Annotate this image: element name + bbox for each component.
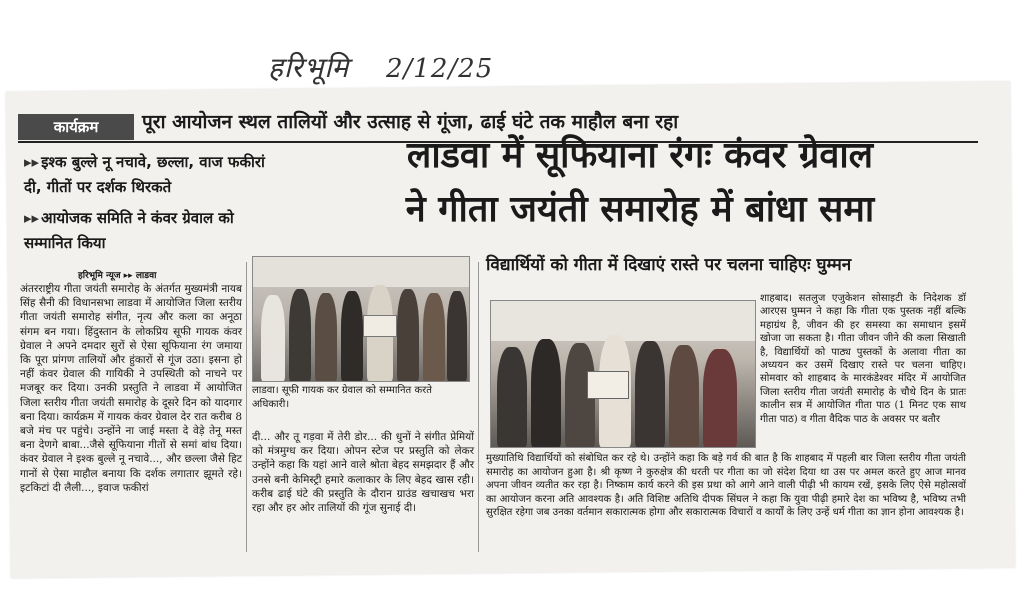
handwritten-date: 2/12/25 xyxy=(386,54,494,84)
second-story-headline: विद्यार्थियों को गीता में दिखाएं रास्ते पर चलना चाहिएः घुम्मन xyxy=(486,255,852,275)
bullet-highlights xyxy=(24,150,270,262)
event-photo-geeta-jayanti xyxy=(490,300,756,448)
headline-line-2: ने गीता जयंती समारोह में बांधा समा xyxy=(405,188,875,230)
column-divider xyxy=(246,262,247,552)
article-column-1: अंतरराष्ट्रीय गीता जयंती समारोह के अंतर्गत मुख्यमंत्री नायब सिंह सैनी की विधानसभा लाडवा में आयोजित जिला स्तरीय गीता जयंती समारोह संगीत, नृत्य और कला का अनूठा संगम बन गया। हिंदुस्तान के लोकप्रिय सूफी गायक कंवर ग्रेवाल ने अपने दमदार सुरों से ऐसा सूफियाना रंग जमाया कि पूरा प्रांगण तालियों और हुंकारों से गूंज उठा। इसना हो नहीं कंवर ग्रेवाल की गायिकी ने उपस्थिती को नाचने पर मजबूर कर दिया। उनकी प्रस्तुति ने लाडवा में आयोजित जिला स्तरीय गीता जयंती समारोह के दूसरे दिन को यादगार बना दिया। कार्यक्रम में गायक कंवर ग्रेवाल देर रात करीब 8 बजे मंच पर पहुंचे। उन्होंने ना जाई मस्ता दे वेड़े तेनू मस्त बना देणगे बाबा...जैसे सूफियाना गीतों से समां बांध दिया। कंवर ग्रेवाल ने इश्क बुल्ले नू नचावे..., और छल्ला जैसे हिट गानों से ऐसा माहौल बनाया कि दर्शक लगातार झूमते रहे। इटकिटां दी लैली..., इवाज फकीरां xyxy=(20,283,242,494)
column-divider xyxy=(478,262,479,552)
double-arrow-icon: ▸▸ xyxy=(24,209,40,227)
event-photo-felicitation xyxy=(252,256,470,382)
main-headline xyxy=(300,128,980,236)
article-column-2: दी... और तू गड़वा में तेरी डोर... की धुनों ने संगीत प्रेमियों को मंत्रमुग्ध कर दिया। ओपन स्टेज पर प्रस्तुति को लेकर उन्होंने कहा कि यहां आने वाले श्रोता बेहद समझदार हैं और उनसे बनी केमिस्ट्री हमारे कलाकार के लिए बेहद खास रही। करीब ढाई घंटे की प्रस्तुति के दौरान ग्राउंड खचाखच भरा रहा और हर ओर तालियों की गूंज सुनाई दी। xyxy=(252,431,474,515)
bullet-item: ▸▸ आयोजक समिति ने कंवर ग्रेवाल को सम्मानित किया xyxy=(24,209,234,252)
handwritten-paper-name: हरिभूमि xyxy=(268,51,350,84)
headline-line-1: लाडवा में सूफियाना रंगः कंवर ग्रेवाल xyxy=(406,134,874,176)
double-arrow-icon: ▸▸ xyxy=(24,153,40,171)
section-tag: कार्यक्रम xyxy=(18,114,134,140)
second-story-column-1: शाहबाद। सतलुज एजुकेशन सोसाइटी के निदेशक डॉ आरएस घुम्मन ने कहा कि गीता एक पुस्तक नहीं बल्कि महाग्रंथ है, जीवन की हर समस्या का समाधान इसमें खोजा जा सकता है। गीता जीवन जीने की कला सिखाती है, विद्यार्थियों को पाठ्य पुस्तकों के अलावा गीता का अध्ययन कर उसमें दिखाए रास्ते पर चलना चाहिए। सोमवार को शाहबाद के मारकंडेश्वर मंदिर में आयोजित जिला स्तरीय गीता जयंती समारोह के चौथे दिन के प्रातः कालीन सत्र में आयोजित गीता पाठ (1 मिनट एक साथ गीता पाठ) व गीता वैदिक पाठ के अवसर पर बतौर xyxy=(760,293,966,425)
photo-caption: लाडवा। सूफी गायक कर ग्रेवाल को सम्मानित करते अधिकारी। xyxy=(252,385,432,410)
second-story-column-2: मुख्यातिथि विद्यार्थियों को संबोधित कर रहे थे। उन्होंने कहा कि बड़े गर्व की बात है कि शाहबाद में पहली बार जिला स्तरीय गीता जयंती समारोह का आयोजन हुआ है। श्री कृष्ण ने कुरुक्षेत्र की धरती पर गीता का जो संदेश दिया था उस पर अमल करते हुए आज मानव अपना जीवन व्यतीत कर रहा है। निष्काम कार्य करने की इस प्रथा को आगे आने वाली पीढ़ी भी कायम रखें, इसके लिए ऐसे महोत्सवों का आयोजन करना अति आवश्यक है। अति विशिष्ट अतिथि दीपक सिंघल ने कहा कि युवा पीढ़ी हमारे देश का भविष्य है, भविष्य तभी सुरक्षित रहेगा जब उनका वर्तमान सकारात्मक होगा और सकारात्मक विचारों व कार्यों के लिए उन्हें धर्म गीता का ज्ञान होना आवश्यक है। xyxy=(486,453,966,519)
byline: हरिभूमि न्यूज ▸▸ लाडवा xyxy=(78,271,157,281)
kicker-headline: पूरा आयोजन स्थल तालियों और उत्साह से गूंजा, ढाई घंटे तक माहौल बना रहा xyxy=(142,111,679,133)
bullet-item: ▸▸ इश्क बुल्ले नू नचावे, छल्ला, वाज फकीरां दी, गीतों पर दर्शक थिरकते xyxy=(24,153,265,196)
